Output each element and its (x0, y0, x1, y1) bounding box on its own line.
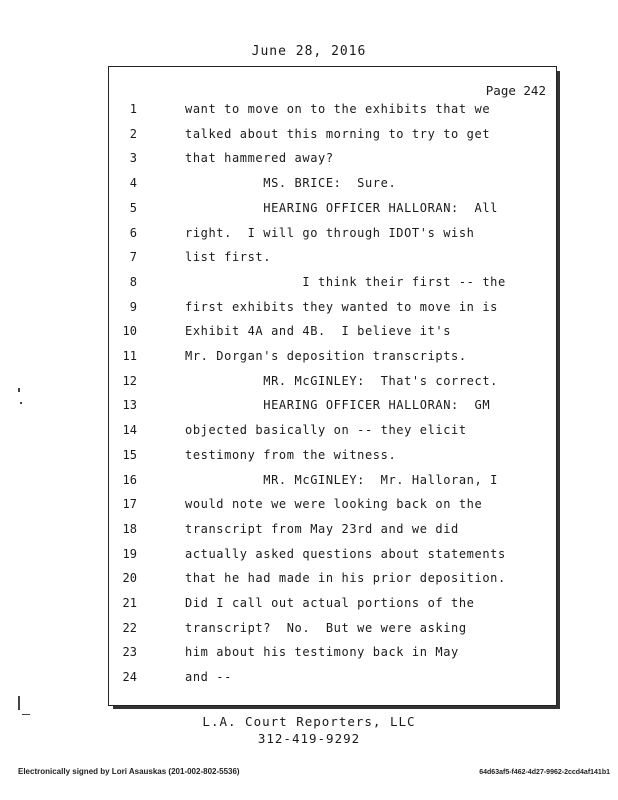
line-text: that he had made in his prior deposition. (185, 571, 506, 586)
line-number: 17 (122, 497, 137, 512)
transcript-line (109, 418, 554, 443)
line-text: testimony from the witness. (185, 447, 397, 462)
line-text: Mr. Dorgan's deposition transcripts. (185, 349, 467, 363)
frame-shadow-bottom (113, 706, 560, 709)
line-number: 1 (129, 102, 137, 116)
line-number: 6 (129, 225, 137, 240)
transcript-line (109, 270, 554, 295)
line-text: transcript from May 23rd and we did (185, 521, 459, 536)
court-reporter-name: L.A. Court Reporters, LLC (202, 714, 416, 729)
line-text: and -- (185, 670, 232, 685)
line-text: HEARING OFFICER HALLORAN: GM (185, 398, 491, 413)
line-text: list first. (185, 250, 272, 265)
line-text: would note we were looking back on the (185, 497, 483, 512)
line-text: want to move on to the exhibits that we (185, 102, 491, 116)
transcript-line (109, 640, 554, 665)
line-number: 10 (122, 324, 137, 339)
line-number: 23 (122, 645, 137, 660)
transcript-line (109, 542, 554, 567)
line-number: 4 (129, 176, 137, 191)
transcript-line (109, 468, 554, 493)
line-number: 7 (129, 250, 137, 265)
line-text: Did I call out actual portions of the (185, 596, 475, 610)
transcript-line (109, 245, 554, 270)
line-number: 9 (129, 299, 137, 314)
line-number: 14 (122, 423, 137, 438)
line-number: 13 (122, 398, 137, 413)
line-text: I think their first -- the (185, 274, 506, 289)
frame-shadow-right (557, 71, 560, 709)
line-text: actually asked questions about statements (185, 546, 506, 561)
line-text: Exhibit 4A and 4B. I believe it's (185, 324, 452, 339)
transcript-line (109, 492, 554, 517)
transcript-line (109, 171, 554, 196)
transcript-line (109, 146, 554, 171)
line-text: talked about this morning to try to get (185, 126, 491, 141)
line-text: objected basically on -- they elicit (185, 423, 467, 438)
transcript-frame (108, 66, 557, 706)
line-text: MR. McGINLEY: Mr. Halloran, I (185, 472, 498, 487)
page-number: Page 242 (485, 83, 546, 98)
transcript-line (109, 591, 554, 616)
line-number: 22 (122, 620, 137, 635)
line-number: 20 (122, 571, 137, 586)
scan-speck (18, 388, 20, 392)
transcript-line (109, 616, 554, 641)
electronic-signature: Electronically signed by Lori Asauskas (201-002-802-5536) (18, 767, 240, 776)
transcript-line (109, 97, 554, 122)
transcript-line (109, 122, 554, 147)
transcript-line (109, 517, 554, 542)
line-number: 18 (122, 521, 137, 536)
line-number: 12 (122, 373, 137, 388)
page-date: June 28, 2016 (251, 44, 367, 59)
document-hash: 64d63af5-f462-4d27-9962-2ccd4af141b1 (479, 769, 610, 776)
transcript-line (109, 393, 554, 418)
line-text: first exhibits they wanted to move in is (185, 299, 498, 314)
line-text: him about his testimony back in May (185, 645, 459, 660)
transcript-line (109, 665, 554, 690)
line-number: 11 (122, 349, 137, 363)
transcript-line (109, 566, 554, 591)
line-number: 3 (129, 151, 137, 166)
line-number: 5 (129, 200, 137, 215)
transcript-line (109, 295, 554, 320)
line-text: HEARING OFFICER HALLORAN: All (185, 200, 498, 215)
line-number: 19 (122, 546, 137, 561)
line-number: 16 (122, 472, 137, 487)
scan-speck (22, 714, 30, 715)
transcript-line (109, 344, 554, 369)
court-reporter-phone: 312-419-9292 (257, 731, 361, 746)
line-text: that hammered away? (185, 151, 334, 166)
line-text: MS. BRICE: Sure. (185, 176, 397, 191)
line-number: 8 (129, 274, 137, 289)
line-text: right. I will go through IDOT's wish (185, 225, 475, 240)
scan-speck (18, 696, 20, 710)
transcript-line (109, 443, 554, 468)
scan-speck (20, 402, 22, 404)
line-number: 2 (129, 126, 137, 141)
line-text: MR. McGINLEY: That's correct. (185, 373, 498, 388)
line-text: transcript? No. But we were asking (185, 620, 467, 635)
transcript-line (109, 319, 554, 344)
line-number: 24 (122, 670, 137, 685)
line-number: 15 (122, 447, 137, 462)
transcript-line (109, 196, 554, 221)
transcript-line (109, 369, 554, 394)
transcript-line (109, 221, 554, 246)
line-number: 21 (122, 596, 137, 610)
